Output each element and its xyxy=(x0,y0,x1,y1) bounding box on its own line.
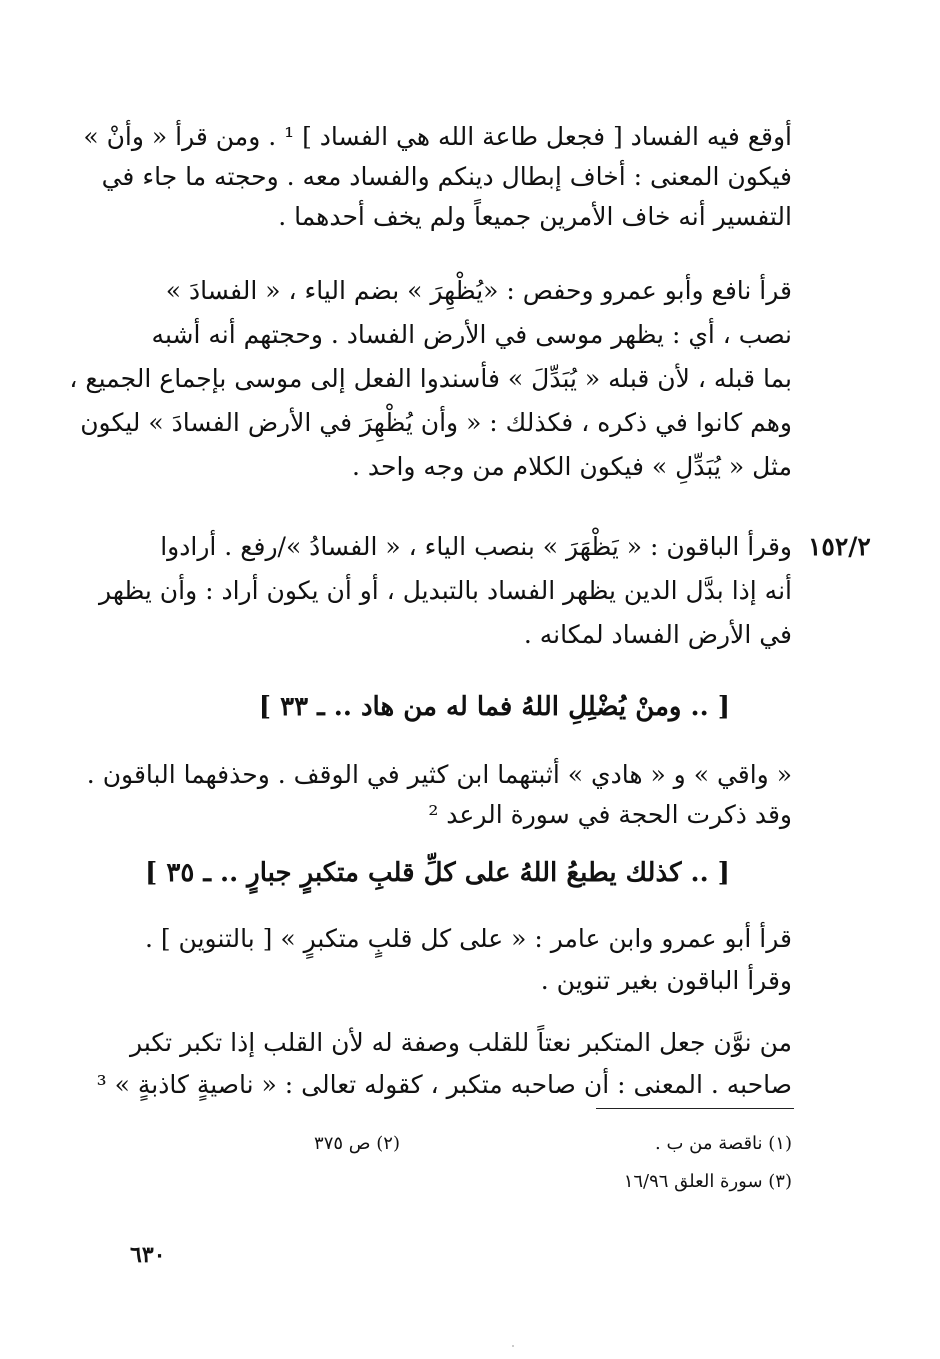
text-line-14: قرأ أبو عمرو وابن عامر : « على كل قلبٍ متكبرٍ » [ بالتنوين ] . xyxy=(144,924,792,953)
text-line-1: أوقع فيه الفساد [ فجعل طاعة الله هي الفساد ] ¹ . ومن قرأ « وأنْ » xyxy=(83,122,792,151)
text-line-17: صاحبه . المعنى : أن صاحبه متكبر ، كقوله تعالى : « ناصيةٍ كاذبةٍ » ³ xyxy=(96,1070,792,1099)
page-number: ٦٣٠ xyxy=(130,1242,166,1268)
text-line-13: وقد ذكرت الحجة في سورة الرعد ² xyxy=(428,800,792,829)
footnote-separator xyxy=(596,1108,794,1109)
text-line-4: قرأ نافع وأبو عمرو وحفص : «يُظْهِرَ » بضم الياء ، « الفسادَ » xyxy=(165,276,792,305)
text-line-5: نصب ، أي : يظهر موسى في الأرض الفساد . وحجتهم أنه أشبه xyxy=(151,320,792,349)
text-line-7: وهم كانوا في ذكره ، فكذلك : « وأن يُظْهِرَ في الأرض الفسادَ » ليكون xyxy=(80,408,792,437)
verse-heading-2: [ .. كذلك يطبعُ اللهُ على كلِّ قلبِ متكبرٍ جبارٍ .. ـ ٣٥ ] xyxy=(145,858,730,888)
text-line-16: من نوَّن جعل المتكبر نعتاً للقلب وصفة له لأن القلب إذا تكبر تكبر xyxy=(130,1028,792,1057)
text-line-10: أنه إذا بدَّل الدين يظهر الفساد بالتبديل ، أو أن يكون أراد : وأن يظهر xyxy=(99,576,792,605)
verse-heading-1: [ .. ومنْ يُضْلِلِ اللهُ فما له من هاد .. ـ ٣٣ ] xyxy=(258,692,730,722)
scan-speck xyxy=(512,1345,514,1347)
text-line-3: التفسير أنه خاف الأمرين جميعاً ولم يخف أحدهما . xyxy=(278,202,792,231)
footnote-2: (٢) ص ٣٧٥ xyxy=(314,1133,400,1154)
text-line-9: وقرأ الباقون : « يَظْهَرَ » بنصب الياء ، « الفسادُ »/رفع . أرادوا xyxy=(160,532,792,561)
footnote-3: (٣) سورة العلق ١٦/٩٦ xyxy=(623,1171,792,1192)
footnote-1: (١) ناقصة من ب . xyxy=(655,1133,792,1154)
text-line-15: وقرأ الباقون بغير تنوين . xyxy=(540,966,792,995)
text-line-12: « واقي » و « هادي » أثبتهما ابن كثير في الوقف . وحذفهما الباقون . xyxy=(86,760,792,789)
text-line-11: في الأرض الفساد لمكانه . xyxy=(523,620,792,649)
text-line-6: بما قبله ، لأن قبله « يُبَدِّلَ » فأسندوا الفعل إلى موسى بإجماع الجميع ، xyxy=(69,364,792,393)
margin-reference: ١٥٢/٢ xyxy=(808,532,871,561)
text-line-8: مثل « يُبَدِّلِ » فيكون الكلام من وجه واحد . xyxy=(351,452,792,481)
text-line-2: فيكون المعنى : أخاف إبطال دينكم والفساد معه . وحجته ما جاء في xyxy=(101,162,792,191)
